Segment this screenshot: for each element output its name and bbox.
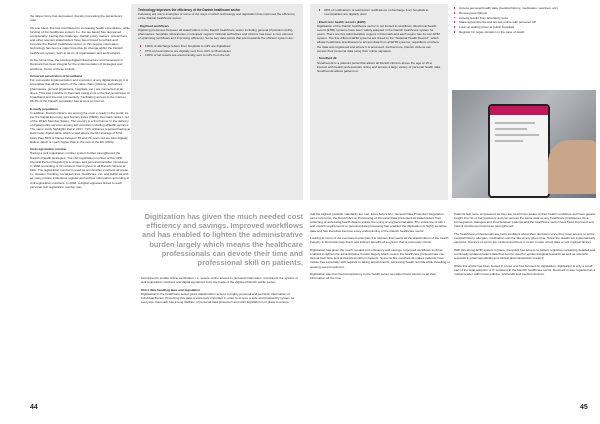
efficiency-panel — [131, 4, 303, 200]
paragraph: Patients feel more empowered as they are at all times aware of their health conditions and have greater insight into his or her treatment and can access the same data as any healthcare practitioner. As a consequence, dialogue and trust between patients and the healthcare sector have been improved and patient involvement has been strengthened. — [454, 212, 596, 229]
section-heading: Universal penetration of broadband — [30, 74, 83, 79]
panel-intro: Following are some examples of some of the ways in which technology and digitisation has improved the efficiency of the Danish healthcare sector: — [138, 12, 295, 21]
right-lower-column — [310, 212, 450, 398]
list-item: 97% of prescriptions are digitally sent from GPs to Pharmacies — [138, 49, 296, 53]
page-number-left: 44 — [30, 404, 38, 411]
smartphone-health-app-photo — [452, 90, 596, 198]
smartphone-icon — [488, 104, 550, 198]
panel-heading: Technology improves the efficiency of the Danish healthcare sector — [138, 8, 241, 12]
list-item: Register for organ donation in the case of death — [452, 30, 596, 34]
pull-quote: Digitization has given the much needed cost efficiency and savings. Improved workflows and has enabled to lighten the administrative burden largely which means the healthcare professionals can devote their time and professional skill on patients. — [142, 212, 303, 268]
paragraph: that the highest possible standards are met. Even before EU- General Data Protection Regulation came into force, the Danish Act on Processing of Personal Data prevented all stakeholders from collecting or accessing health data to violate the using of any personal data. The existence of strict and explicit requirements to personal data processing has enabled the digitisation of highly sensitive data and has therefore become a key underpinning of the Danish healthcare sector. — [310, 212, 447, 233]
left-lower-column — [141, 276, 301, 396]
section-text: Digitisation in the healthcare sector gives stakeholders access to highly personal and sensitive information of individual Danes. Protecting this data is extremely important in order to ensure a safe and trustworthy system for everyone. Denmark has a long tradition of personal data protection and strict legislation is in place to ensure — [141, 291, 295, 305]
list-item: 100% of discharge letters from hospitals to GPs are digitalised — [138, 44, 296, 48]
paragraph: the labour force has decreased, thereby increasing the dependency ratio. — [30, 14, 123, 23]
section-civil-registration — [30, 147, 130, 189]
hand-graphic — [548, 140, 596, 194]
panel-text: Sundhed.dk is a patients portal that allows all Danish citizens above the age of 15 to interact with health professionals online and access a large variety of personal health data. Sundhed.dk allows patients to: — [317, 60, 441, 73]
section-text: Having a civil registration number system further strengthened the Danish eHealth strategies. The civil registration number or the CPR (Central Person Register) is a unique and personal identifier introduced in 1968 consisting of 10 numbers that is given to all Danish citizens at birth. The registration number is used as an identifier in almost all areas, i.e. taxation, banking, social services, healthcare, etc. and public as well as many private institutions register and archive information according to civil registration numbers. In 2003, a digital signature linked to each personal civil registration number was — [30, 151, 130, 189]
page-number-right: 45 — [580, 404, 588, 411]
list-item: 100% of lab results are electronically sent to GPs from the lab — [138, 53, 296, 57]
paragraph: With this strong EHR system in place, Denmark has access to patient registries containing detailed and continually updated patient data that can be used for epidemiological research as well as scientific research in pharmaceuticals and clinical pharmaceutical research. — [454, 247, 596, 261]
list-item: Renew prescriptions — [452, 11, 596, 15]
right-far-column — [454, 212, 596, 398]
ehr-panel — [310, 4, 448, 200]
section-text: For successful implementation and execution of any digital strategy, it is imperative that all the actors of the value chain (citizens, authorities, pharmacies, general physicians, hospitals, etc.) are connected at all times. This was possible in Denmark owing to its universal penetration of broadband and Internet connectivity. Facilitating access to the internet, 96.3% of the Danish population has access to internet. — [30, 78, 130, 103]
paragraph: At the same time, the existing digital infrastructure and framework in Denmark has been integral for the implementation of strategies and solutions. Some of these include: — [30, 58, 124, 71]
app-line — [495, 128, 527, 130]
section-heading: Strict data handling laws and legislation — [141, 287, 200, 292]
paragraph: Digitization also has had transparency in the health sector as patient have access to all their information all the time. — [310, 272, 436, 281]
paragraph: On one hand, this has contributed to increasing health expenditure, while funding of the healthcare system (i.e. the tax basis) has decreased considerably. Facing this challenge, Danish policy makers, researchers and other relevant stakeholders have been forced to rethink and innovate the Danish healthcare sector. In this regard, information technology has been a major incentive for change within the Danish healthcare system, both in terms of organisation and technologies. — [30, 25, 130, 55]
section-heading: Civil registration number — [30, 147, 67, 152]
app-line — [495, 140, 523, 142]
app-line — [495, 122, 535, 124]
section-broadband — [30, 74, 130, 103]
paragraph: Digitisation has given the much needed cost efficiency and savings. Improved workflows and has enabled to lighten the administrative burden largely which means the healthcare professionals can devote their time and professional skill on patients. Systems like sundhed.dk makes patients' lives hassle free especially with regards to taking appointments, accessing health records while travelling or seeking second opinions. — [310, 247, 450, 269]
patient-actions-bullets — [452, 6, 596, 34]
panel-subheading: · Sundhed.dk — [317, 56, 337, 61]
panel-subheading: · Electronic health records (EHR) — [317, 19, 366, 24]
panel-bullets — [317, 8, 441, 16]
list-item: 98% of notifications of admission/ notifications of discharge from hospitals to municipalities are digitally done — [317, 8, 441, 16]
app-line — [495, 134, 539, 136]
section-heading: E-ready population — [30, 106, 59, 111]
list-item: Access personal health data (medical history, medication, vaccines, etc.) — [452, 6, 596, 10]
paragraph: While this article has been limited in scope and has focused on digitisation, digitisation is only a small part of the wide adoption of IT solutions in the Danish healthcare sector. Denmark is also regarded as a market leader within telemedicine, telehealth and medical devices. — [454, 263, 596, 277]
panel-bullets — [138, 44, 296, 58]
list-item: Look up waiting times at public hospitals — [452, 25, 596, 29]
patient-actions-list — [452, 6, 596, 86]
paragraph: The healthcare professionals are more confident about their decisions since they have access to entire medical history, allergies, medication and the like at any given time. Since the details are systematically captured, chances of errors are minimal and there is never a case of lost data or lost medical history. — [454, 232, 596, 245]
app-header-bar — [490, 106, 548, 115]
panel-subheading: · Digitised workflows — [138, 23, 169, 28]
section-e-ready — [30, 107, 130, 144]
section-text: In addition, Danish citizens are among the most e-ready in the world. As per the Digital Economy and Society Index (DESI), Denmark ranks 1 out of the 28 EU Member States. The country is a frontrunner in the delivery of digital public services among EU countries including eHealth services. The same study highlights that in 2017, 71% of Danes reported having at least basic digital skills, which is well above the EU average of 57%. More than 56% of Danes between 55 and 74 years old are also digitally skilled, which is much higher than in the rest of the EU (36%). — [30, 110, 130, 144]
left-column — [30, 14, 130, 396]
panel-text: Digitising processes between all stakeholders in the Danish healthcare sector including general physicians (GPs), pharmacies, hospitals, laboratories, municipals' regions' national authorities and citizens has been a core element of optimising workflows and improving efficiency. Some key data points that point towards the efficient system are: — [138, 28, 294, 41]
panel-text: Digitisation of the Danish healthcare sector is not limited to workflows. Electronic health record (EHR) systems have been widely adopted in the Danish healthcare system for years. There are five administrative regions in Denmark and each region has its own EHR system. The five different EHR systems are linked to the "National Health Record", which allows healthcare practitioners to access data from all EHR systems, regardless of where the data was registered and where it is accessed. Furthermore, Danish citizens can access their personal data using their online signature. — [317, 23, 440, 53]
paragraph: introduced to enable online verification, i.e. secure online access to personal information. Combined, the system of civil registration numbers and digital signatures form the basis of the digitised Danish public sector. — [141, 276, 298, 285]
paragraph: Looking at some of the mentioned examples it is obvious that nearly all the stakeholders of the health industry in Denmark reap direct and indirect benefits of a system that is extremely robust. — [310, 236, 449, 245]
list-item: Access results from laboratory tests — [452, 16, 596, 20]
list-item: Make appointments and access online with personal GP — [452, 20, 596, 24]
